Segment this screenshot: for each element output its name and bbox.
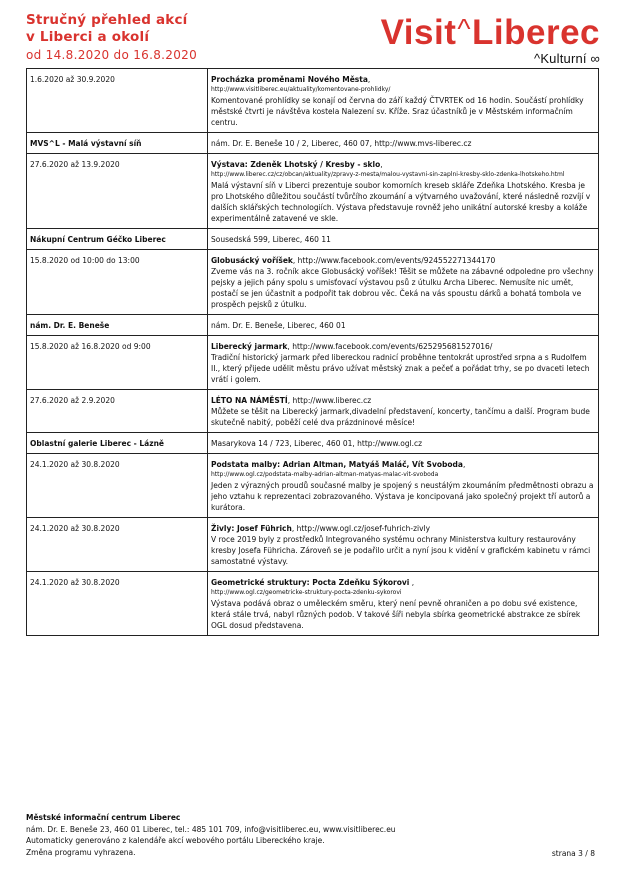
event-detail [208,336,598,389]
event-description: V roce 2019 byly z prostředků Integrovaného systému ochrany Ministerstva kultury restaurovány kresby Josefa Führicha. Zároveň se je podařilo určit a nyní jsou k vidění v grafickém kabinetu v rámci samostatné výstavy. [211,535,591,566]
event-detail [208,572,598,635]
logo-word-liberec: Liberec [472,13,600,52]
venue-address: Masarykova 14 / 723, Liberec, 460 01, http://www.ogl.cz [211,439,423,448]
page-header [26,12,600,66]
event-date: 27.6.2020 až 13.9.2020 [30,160,120,169]
event-heading [211,74,594,85]
title-line-1: Stručný přehled akcí [26,12,188,28]
event-title: Procházka proměnami Nového Města [211,75,368,84]
event-date-cell [27,518,208,572]
event-date: 24.1.2020 až 30.8.2020 [30,578,120,587]
venue-name-cell [27,433,208,454]
events-table [26,68,599,636]
event-detail [208,69,598,132]
event-date: 15.8.2020 od 10:00 do 13:00 [30,256,140,265]
event-url: http://www.ogl.cz/podstata-malby-adrian-altman-matyas-malac-vit-svoboda [211,471,439,478]
event-heading [211,523,594,534]
event-title-suffix: , http://www.facebook.com/events/924552271344170 [292,256,496,265]
venue-address-cell [208,229,599,250]
event-row [27,69,599,133]
event-date-cell [27,454,208,518]
visit-liberec-logo [381,12,600,67]
event-row [27,250,599,315]
page-number: strana 3 / 8 [551,849,595,858]
page-footer [26,812,599,858]
event-date-cell [27,250,208,315]
event-title: Výstava: Zdeněk Lhotský / Kresby - sklo [211,160,381,169]
venue-name-cell [27,315,208,336]
venue-row [27,133,599,154]
logo-caret: ^ [457,13,471,44]
event-date: 24.1.2020 až 30.8.2020 [30,460,120,469]
event-date: 1.6.2020 až 30.9.2020 [30,75,115,84]
event-title: Podstata malby: Adrian Altman, Matyáš Maláč, Vít Svoboda [211,460,463,469]
venue-row [27,229,599,250]
event-heading [211,459,594,470]
venue-row [27,433,599,454]
title-line-2: v Liberci a okolí [26,29,150,45]
event-title-suffix: , http://www.ogl.cz/josef-fuhrich-zivly [291,524,431,533]
event-date: 24.1.2020 až 30.8.2020 [30,524,120,533]
event-title: Geometrické struktury: Pocta Zdeňku Sýkorovi [211,578,410,587]
summary-title [26,12,197,65]
event-row [27,454,599,518]
event-row [27,336,599,390]
event-title: Liberecký jarmark [211,342,288,351]
event-description: Malá výstavní síň v Liberci prezentuje soubor komorních kreseb skláře Zdeňka Lhotského. Kresba je pro Lhotského důležitou součástí tvůrčího zkoumání a výtvarného uvažování, které následně rozvíjí v dalších sklářských technologiích. Výstava představuje rovněž jeho unikátní autorské kresby a koláže experimentálně zatavené ve skle. [211,181,591,223]
event-heading [211,341,594,352]
footer-note-changes: Změna programu vyhrazena. [26,847,136,857]
venue-name: MVS^L - Malá výstavní síň [30,139,142,148]
event-detail-cell [208,250,599,315]
event-date-cell [27,572,208,636]
footer-org: Městské informační centrum Liberec [26,813,181,822]
event-detail [208,454,598,517]
event-heading [211,577,594,588]
event-heading [211,395,594,406]
event-heading [211,159,594,170]
event-detail-cell [208,572,599,636]
event-title-suffix: , [462,460,466,469]
event-detail-cell [208,154,599,229]
event-url: http://www.liberec.cz/cz/obcan/aktuality/zpravy-z-mesta/malou-vystavni-sin-zaplni-kresby-sklo-zdenka-lhotskeho.html [211,171,565,178]
logo-word-visit: Visit [380,13,457,52]
event-detail [208,154,598,228]
venue-address-cell [208,133,599,154]
event-detail-cell [208,69,599,133]
venue-address: nám. Dr. E. Beneše 10 / 2, Liberec, 460 07, http://www.mvs-liberec.cz [211,139,472,148]
footer-note-generated: Automaticky generováno z kalendáře akcí webového portálu Libereckého kraje. [26,836,325,845]
event-date-cell [27,390,208,433]
event-detail [208,390,598,432]
event-detail [208,250,598,314]
event-title-suffix: , [367,75,371,84]
logo-subtitle: ^Kulturní ∞ [534,51,600,66]
event-title: Živly: Josef Führich [211,524,292,533]
event-row [27,390,599,433]
venue-name: nám. Dr. E. Beneše [30,321,110,330]
event-row [27,154,599,229]
event-date-cell [27,336,208,390]
event-date: 15.8.2020 až 16.8.2020 od 9:00 [30,342,151,351]
venue-name: Nákupní Centrum Géčko Liberec [30,235,166,244]
event-detail-cell [208,390,599,433]
event-detail-cell [208,518,599,572]
event-description: Můžete se těšit na Liberecký jarmark,divadelní představení, koncerty, tančímu a další. Program bude skutečně nabitý, poběží celé dva prázdninové měsíce! [211,407,590,427]
event-detail-cell [208,336,599,390]
event-date-cell [27,154,208,229]
event-title-suffix: , http://www.liberec.cz [287,396,372,405]
venue-name-cell [27,229,208,250]
event-date: 27.6.2020 až 2.9.2020 [30,396,115,405]
date-range: od 14.8.2020 do 16.8.2020 [26,48,198,62]
event-description: Výstava podává obraz o uměleckém směru, který není pevně ohraničen a po dobu své existence, která stále trvá, nabyl různých podob. V takové šíři nebyla sbírka geometrické abstrakce ze sbírek OGL dosud představena. [211,599,581,630]
event-description: Komentované prohlídky se konají od června do září každý ČTVRTEK od 16 hodin. Součástí prohlídky městské čtvrti je návštěva kostela Nalezení sv. Kříže. Sraz účastníků je v Městském informačním centru. [211,96,584,127]
events-table-body [27,69,599,636]
venue-row [27,315,599,336]
event-title-suffix: , [380,160,383,169]
venue-name: Oblastní galerie Liberec - Lázně [30,439,165,448]
event-detail [208,518,598,571]
event-description: Jeden z výrazných proudů současné malby je spojený s neustálým zkoumáním předmětnosti obrazu a jeho vztahu k reprezentaci zobrazovaného. Výstava je koncipovaná jako společný projekt tří autorů a kurátora. [211,481,594,512]
event-title: Globusácký voříšek [211,256,293,265]
event-row [27,518,599,572]
event-row [27,572,599,636]
venue-name-cell [27,133,208,154]
event-description: Zveme vás na 3. ročník akce Globusácký voříšek! Těšit se můžete na zábavné odpoledne pro všechny pejsky a jejich pány spolu s umisťovací výstavou psů z útulku Archa Liberec. Nemusíte nic umět, postačí se jen účastnit a podpořit tak dobrou věc. Čeká na vás spoustu dárků a bohatá tombola ve prospěch pejsků z útulku. [211,267,594,309]
event-title-suffix: , http://www.facebook.com/events/625295681527016/ [287,342,493,351]
event-url: http://www.visitliberec.eu/aktuality/komentovane-prohlidky/ [211,86,391,93]
venue-address-cell [208,433,599,454]
event-title: LÉTO NA NÁMĚSTÍ [211,396,288,405]
venue-address: nám. Dr. E. Beneše, Liberec, 460 01 [211,321,346,330]
event-title-suffix: , [409,578,415,587]
event-detail-cell [208,454,599,518]
venue-address-cell [208,315,599,336]
event-url: http://www.ogl.cz/geometricke-struktury-pocta-zdenku-sykorovi [211,589,402,596]
event-heading [211,255,594,266]
event-date-cell [27,69,208,133]
footer-address: nám. Dr. E. Beneše 23, 460 01 Liberec, tel.: 485 101 709, info@visitliberec.eu, www.visitliberec.eu [26,824,396,834]
venue-address: Sousedská 599, Liberec, 460 11 [211,235,331,244]
event-description: Tradiční historický jarmark před libereckou radnicí proběhne tentokrát uprostřed srpna a s Rudolfem II., který přijede udělit městu právo užívat městský znak a pečeť a pořádat trhy, se po dvaceti letech vrátí i golem. [211,353,590,384]
